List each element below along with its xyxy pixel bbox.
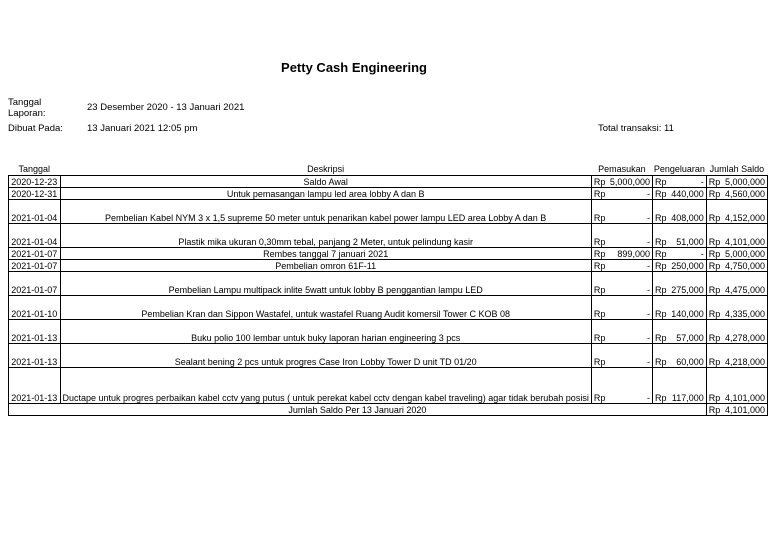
table-header-row	[9, 163, 768, 176]
cell-expense: 60,000	[669, 344, 707, 368]
cell-income-currency: Rp	[591, 368, 607, 404]
cell-balance-currency: Rp	[706, 224, 722, 248]
cell-description: Pembelian Kran dan Sippon Wastafel, untuk wastafel Ruang Audit komersil Tower C KOB 08	[60, 296, 591, 320]
report-date-label: Tanggal Laporan:	[8, 97, 46, 119]
cell-income: -	[607, 200, 652, 224]
cell-description: Buku polio 100 lembar untuk buky laporan harian engineering 3 pcs	[60, 320, 591, 344]
cell-balance: 5,000,000	[722, 248, 767, 260]
cell-description: Sealant bening 2 pcs untuk progres Case Iron Lobby Tower D unit TD 01/20	[60, 344, 591, 368]
cell-income-currency: Rp	[591, 224, 607, 248]
cell-balance-currency: Rp	[706, 272, 722, 296]
cell-income-currency: Rp	[591, 344, 607, 368]
cell-balance: 4,101,000	[722, 368, 767, 404]
cell-income-currency: Rp	[591, 260, 607, 272]
total-transactions: Total transaksi: 11	[598, 123, 674, 134]
footer-total-label: Jumlah Saldo Per 13 Januari 2020	[9, 404, 707, 416]
cell-date: 2021-01-04	[9, 224, 61, 248]
header-balance: Jumlah Saldo	[709, 164, 765, 174]
cell-date: 2021-01-10	[9, 296, 61, 320]
cell-balance: 4,218,000	[722, 344, 767, 368]
table-row	[9, 296, 768, 320]
cell-income: 899,000	[607, 248, 652, 260]
cell-income-currency: Rp	[591, 248, 607, 260]
cell-balance-currency: Rp	[706, 320, 722, 344]
cell-balance: 4,278,000	[722, 320, 767, 344]
footer-total-balance: 4,101,000	[722, 404, 767, 416]
cell-income: -	[607, 296, 652, 320]
cell-balance-currency: Rp	[706, 368, 722, 404]
cell-expense: 275,000	[669, 272, 707, 296]
cell-description: Pembelian Kabel NYM 3 x 1,5 supreme 50 meter untuk penarikan kabel power lampu LED area Lobby A dan B	[60, 200, 591, 224]
cell-date: 2021-01-13	[9, 320, 61, 344]
header-description: Deskripsi	[307, 164, 345, 174]
cell-expense: 140,000	[669, 296, 707, 320]
cell-income: -	[607, 188, 652, 200]
table-row	[9, 260, 768, 272]
cell-description: Pembelian Lampu multipack inlite 5watt untuk lobby B penggantian lampu LED	[60, 272, 591, 296]
table-row	[9, 176, 768, 188]
table-body	[9, 176, 768, 404]
cell-expense: -	[669, 248, 707, 260]
cell-income-currency: Rp	[591, 296, 607, 320]
cell-expense-currency: Rp	[652, 188, 668, 200]
created-label: Dibuat Pada:	[8, 123, 63, 134]
table-row	[9, 320, 768, 344]
table-row	[9, 200, 768, 224]
cell-income: -	[607, 260, 652, 272]
header-income: Pemasukan	[598, 164, 646, 174]
cell-description: Ductape untuk progres perbaikan kabel cctv yang putus ( untuk perekat kabel cctv dengan kabel traveling) agar tidak berubah posisi	[60, 368, 591, 404]
cell-balance: 5,000,000	[722, 176, 767, 188]
cell-expense-currency: Rp	[652, 200, 668, 224]
report-title: Petty Cash Engineering	[281, 60, 427, 75]
petty-cash-table	[8, 163, 768, 416]
cell-expense-currency: Rp	[652, 248, 668, 260]
cell-date: 2021-01-07	[9, 272, 61, 296]
cell-date: 2021-01-04	[9, 200, 61, 224]
cell-expense-currency: Rp	[652, 176, 668, 188]
cell-expense: 440,000	[669, 188, 707, 200]
cell-expense: -	[669, 176, 707, 188]
cell-expense-currency: Rp	[652, 296, 668, 320]
header-expense: Pengeluaran	[653, 164, 705, 174]
cell-income: -	[607, 320, 652, 344]
cell-balance-currency: Rp	[706, 344, 722, 368]
cell-income: -	[607, 224, 652, 248]
table-row	[9, 248, 768, 260]
cell-description: Untuk pemasangan lampu led area lobby A dan B	[60, 188, 591, 200]
cell-income-currency: Rp	[591, 188, 607, 200]
table-row	[9, 344, 768, 368]
cell-balance-currency: Rp	[706, 296, 722, 320]
cell-balance-currency: Rp	[706, 260, 722, 272]
cell-income-currency: Rp	[591, 320, 607, 344]
table-row	[9, 272, 768, 296]
cell-expense-currency: Rp	[652, 368, 668, 404]
report-date-range: 23 Desember 2020 - 13 Januari 2021	[87, 102, 245, 113]
header-date: Tanggal	[18, 164, 51, 174]
cell-expense-currency: Rp	[652, 320, 668, 344]
cell-date: 2020-12-23	[9, 176, 61, 188]
cell-income-currency: Rp	[591, 176, 607, 188]
cell-expense-currency: Rp	[652, 224, 668, 248]
cell-expense-currency: Rp	[652, 344, 668, 368]
cell-income: -	[607, 368, 652, 404]
cell-description: Saldo Awal	[60, 176, 591, 188]
cell-income-currency: Rp	[591, 200, 607, 224]
cell-balance-currency: Rp	[706, 188, 722, 200]
cell-balance: 4,335,000	[722, 296, 767, 320]
cell-expense: 51,000	[669, 224, 707, 248]
cell-date: 2021-01-13	[9, 368, 61, 404]
cell-date: 2021-01-13	[9, 344, 61, 368]
cell-description: Pembelian omron 61F-11	[60, 260, 591, 272]
cell-balance: 4,101,000	[722, 224, 767, 248]
cell-balance: 4,750,000	[722, 260, 767, 272]
cell-expense: 408,000	[669, 200, 707, 224]
table-row	[9, 224, 768, 248]
cell-balance-currency: Rp	[706, 200, 722, 224]
cell-balance: 4,475,000	[722, 272, 767, 296]
cell-balance-currency: Rp	[706, 248, 722, 260]
cell-expense: 57,000	[669, 320, 707, 344]
cell-expense: 117,000	[669, 368, 707, 404]
cell-income: 5,000,000	[607, 176, 652, 188]
cell-date: 2021-01-07	[9, 248, 61, 260]
cell-expense: 250,000	[669, 260, 707, 272]
cell-date: 2020-12-31	[9, 188, 61, 200]
cell-expense-currency: Rp	[652, 272, 668, 296]
table-footer-row	[9, 404, 768, 416]
created-value: 13 Januari 2021 12:05 pm	[87, 123, 198, 134]
cell-expense-currency: Rp	[652, 260, 668, 272]
cell-balance: 4,152,000	[722, 200, 767, 224]
table-row	[9, 368, 768, 404]
cell-balance-currency: Rp	[706, 176, 722, 188]
table-row	[9, 188, 768, 200]
cell-income: -	[607, 344, 652, 368]
footer-currency: Rp	[706, 404, 722, 416]
cell-income: -	[607, 272, 652, 296]
cell-description: Rembes tanggal 7 januari 2021	[60, 248, 591, 260]
cell-balance: 4,560,000	[722, 188, 767, 200]
cell-date: 2021-01-07	[9, 260, 61, 272]
cell-income-currency: Rp	[591, 272, 607, 296]
cell-description: Plastik mika ukuran 0,30mm tebal, panjang 2 Meter, untuk pelindung kasir	[60, 224, 591, 248]
